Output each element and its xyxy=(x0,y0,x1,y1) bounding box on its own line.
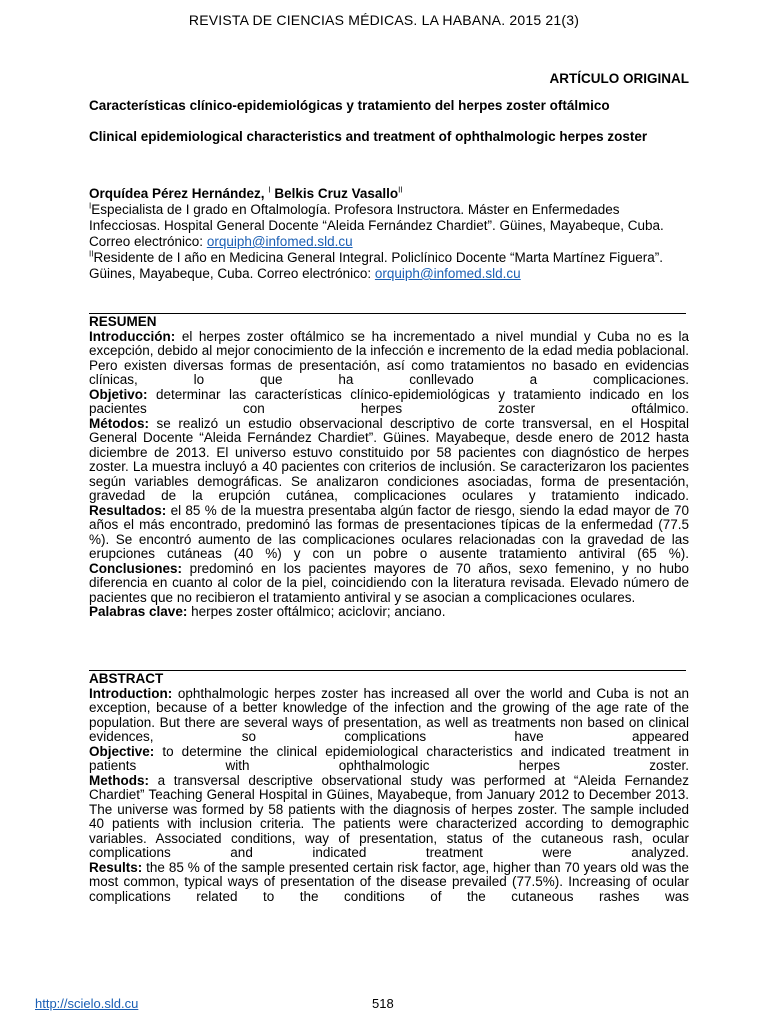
resumen-keywords-label: Palabras clave: xyxy=(89,604,188,619)
divider-resumen xyxy=(89,313,686,314)
abstract-heading: ABSTRACT xyxy=(89,671,164,686)
abstract-methods-label: Methods: xyxy=(89,772,149,788)
abstract-intro-text: ophthalmologic herpes zoster has increased all over the world and Cuba is not an exception, because of a better knowledge of the infection and the growing of the age rate of the population. But there are several ways of presentation, as well as treatments non based on clinical evidences, so complications have appeared xyxy=(89,685,689,744)
article-type: ARTÍCULO ORIGINAL xyxy=(549,71,689,86)
affiliation-2-superscript: II xyxy=(89,249,94,259)
author-2: Belkis Cruz Vasallo xyxy=(274,186,399,201)
resumen-objective-text: determinar las características clínico-epidemiológicas y tratamiento indicado en los pacientes con herpes zoster oftálmico. xyxy=(89,386,689,416)
resumen-conclusions xyxy=(89,562,689,606)
resumen-intro-text: el herpes zoster oftálmico se ha incrementado a nivel mundial y Cuba no es la excepción, debido al mejor conocimiento de la infección e incremento de la edad media poblacional. Pero existen diversas formas de presentación, así como tratamientos no basado en evidencias clínicas, lo que ha conllevado a complicaciones. xyxy=(89,328,689,387)
resumen-methods xyxy=(89,417,689,504)
affiliation-2-text: Residente de I año en Medicina General Integral. Policlínico Docente “Marta Martínez Figuera”. Güines, Mayabeque, Cuba. Correo electrónico: xyxy=(89,250,663,281)
title-english: Clinical epidemiological characteristics and treatment of ophthalmologic herpes zoster xyxy=(89,129,648,144)
resumen-heading: RESUMEN xyxy=(89,314,157,329)
abstract-objective xyxy=(89,745,689,774)
resumen-keywords-text: herpes zoster oftálmico; aciclovir; anciano. xyxy=(187,604,446,619)
abstract-methods-text: a transversal descriptive observational study was performed at “Aleida Fernandez Chardiet” Teaching General Hospital in Güines, Mayabeque, from January 2012 to December 2013. The universe was formed by 58 patients with the diagnosis of herpes zoster. The sample included 40 patients with inclusion criteria. The patients were characterized according to demographic variables. Associated conditions, way of presentation, status of the cutaneous rash, ocular complications and indicated treatment were analyzed. xyxy=(89,772,689,860)
affiliation-1 xyxy=(89,202,689,250)
abstract-results-label: Results: xyxy=(89,859,143,875)
author-line xyxy=(89,186,689,202)
resumen-intro-label: Introducción: xyxy=(89,328,176,344)
resumen-methods-text: se realizó un estudio observacional descriptivo de corte transversal, en el Hospital General Docente “Aleida Fernández Chardiet”. Güines. Mayabeque, desde enero de 2012 hasta diciembre de 2013. El universo estuvo constituido por 58 pacientes con diagnóstico de herpes zoster. La muestra incluyó a 40 pacientes con criterios de inclusión. Se caracterizaron los pacientes según variables demográficas. Se analizaron condiciones asociadas, forma de presentación, gravedad de la erupción cutánea, complicaciones oculares y tratamiento indicado. xyxy=(89,415,689,503)
resumen-results-label: Resultados: xyxy=(89,502,167,518)
affiliation-1-superscript: I xyxy=(89,201,92,211)
abstract-intro-label: Introduction: xyxy=(89,685,173,701)
affiliation-2 xyxy=(89,250,689,282)
resumen-conclusions-text: predominó en los pacientes mayores de 70 años, sexo femenino, y no hubo diferencia en cuanto al color de la piel, coincidiendo con la literatura revisada. Elevado número de pacientes que no recibieron el tratamiento antiviral y se asocian a complicaciones oculares. xyxy=(89,560,689,605)
author-2-superscript: II xyxy=(398,185,403,195)
abstract-methods xyxy=(89,774,689,861)
abstract-objective-text: to determine the clinical epidemiological characteristics and indicated treatment in patients with ophthalmologic herpes zoster. xyxy=(89,743,689,773)
abstract-introduction xyxy=(89,687,689,745)
affiliation-2-email-link[interactable]: orquiph@infomed.sld.cu xyxy=(374,266,521,281)
resumen-introduction xyxy=(89,330,689,388)
resumen-methods-label: Métodos: xyxy=(89,415,149,431)
divider-abstract xyxy=(89,670,686,671)
journal-header: REVISTA DE CIENCIAS MÉDICAS. LA HABANA. 2015 21(3) xyxy=(188,12,580,28)
resumen-conclusions-label: Conclusiones: xyxy=(89,560,183,576)
author-1-superscript: I xyxy=(268,185,271,195)
title-spanish: Características clínico-epidemiológicas y tratamiento del herpes zoster oftálmico xyxy=(89,98,610,113)
page-number: 518 xyxy=(372,996,394,1011)
abstract-results xyxy=(89,861,689,905)
resumen-keywords xyxy=(89,605,689,620)
author-1: Orquídea Pérez Hernández, xyxy=(89,186,265,201)
authors-block xyxy=(89,186,689,282)
abstract-objective-label: Objective: xyxy=(89,743,155,759)
resumen-section xyxy=(89,315,689,620)
resumen-results-text: el 85 % de la muestra presentaba algún factor de riesgo, siendo la edad mayor de 70 años el más encontrado, predominó las formas de presentaciones típicas de la enfermedad (77.5 %). Se encontró aumento de las complicaciones oculares relacionadas con la gravedad de las erupciones cutáneas (40 %) y con un pobre o ausente tratamiento antiviral (65 %). xyxy=(89,502,689,561)
footer-url-link[interactable]: http://scielo.sld.cu xyxy=(35,996,139,1011)
affiliation-1-email-link[interactable]: orquiph@infomed.sld.cu xyxy=(206,234,353,249)
abstract-results-text: the 85 % of the sample presented certain risk factor, age, higher than 70 years old was the most common, typical ways of presentation of the disease prevailed (77.5%). Increasing of ocular complications related to the conditions of the cutaneous rashes was xyxy=(89,859,689,904)
resumen-results xyxy=(89,504,689,562)
resumen-objective xyxy=(89,388,689,417)
abstract-section xyxy=(89,672,689,904)
affiliation-1-text: Especialista de I grado en Oftalmología. Profesora Instructora. Máster en Enfermedades Infecciosas. Hospital General Docente “Aleida Fernández Chardiet”. Güines, Mayabeque, Cuba. Correo electrónico: xyxy=(89,202,664,249)
resumen-objective-label: Objetivo: xyxy=(89,386,148,402)
